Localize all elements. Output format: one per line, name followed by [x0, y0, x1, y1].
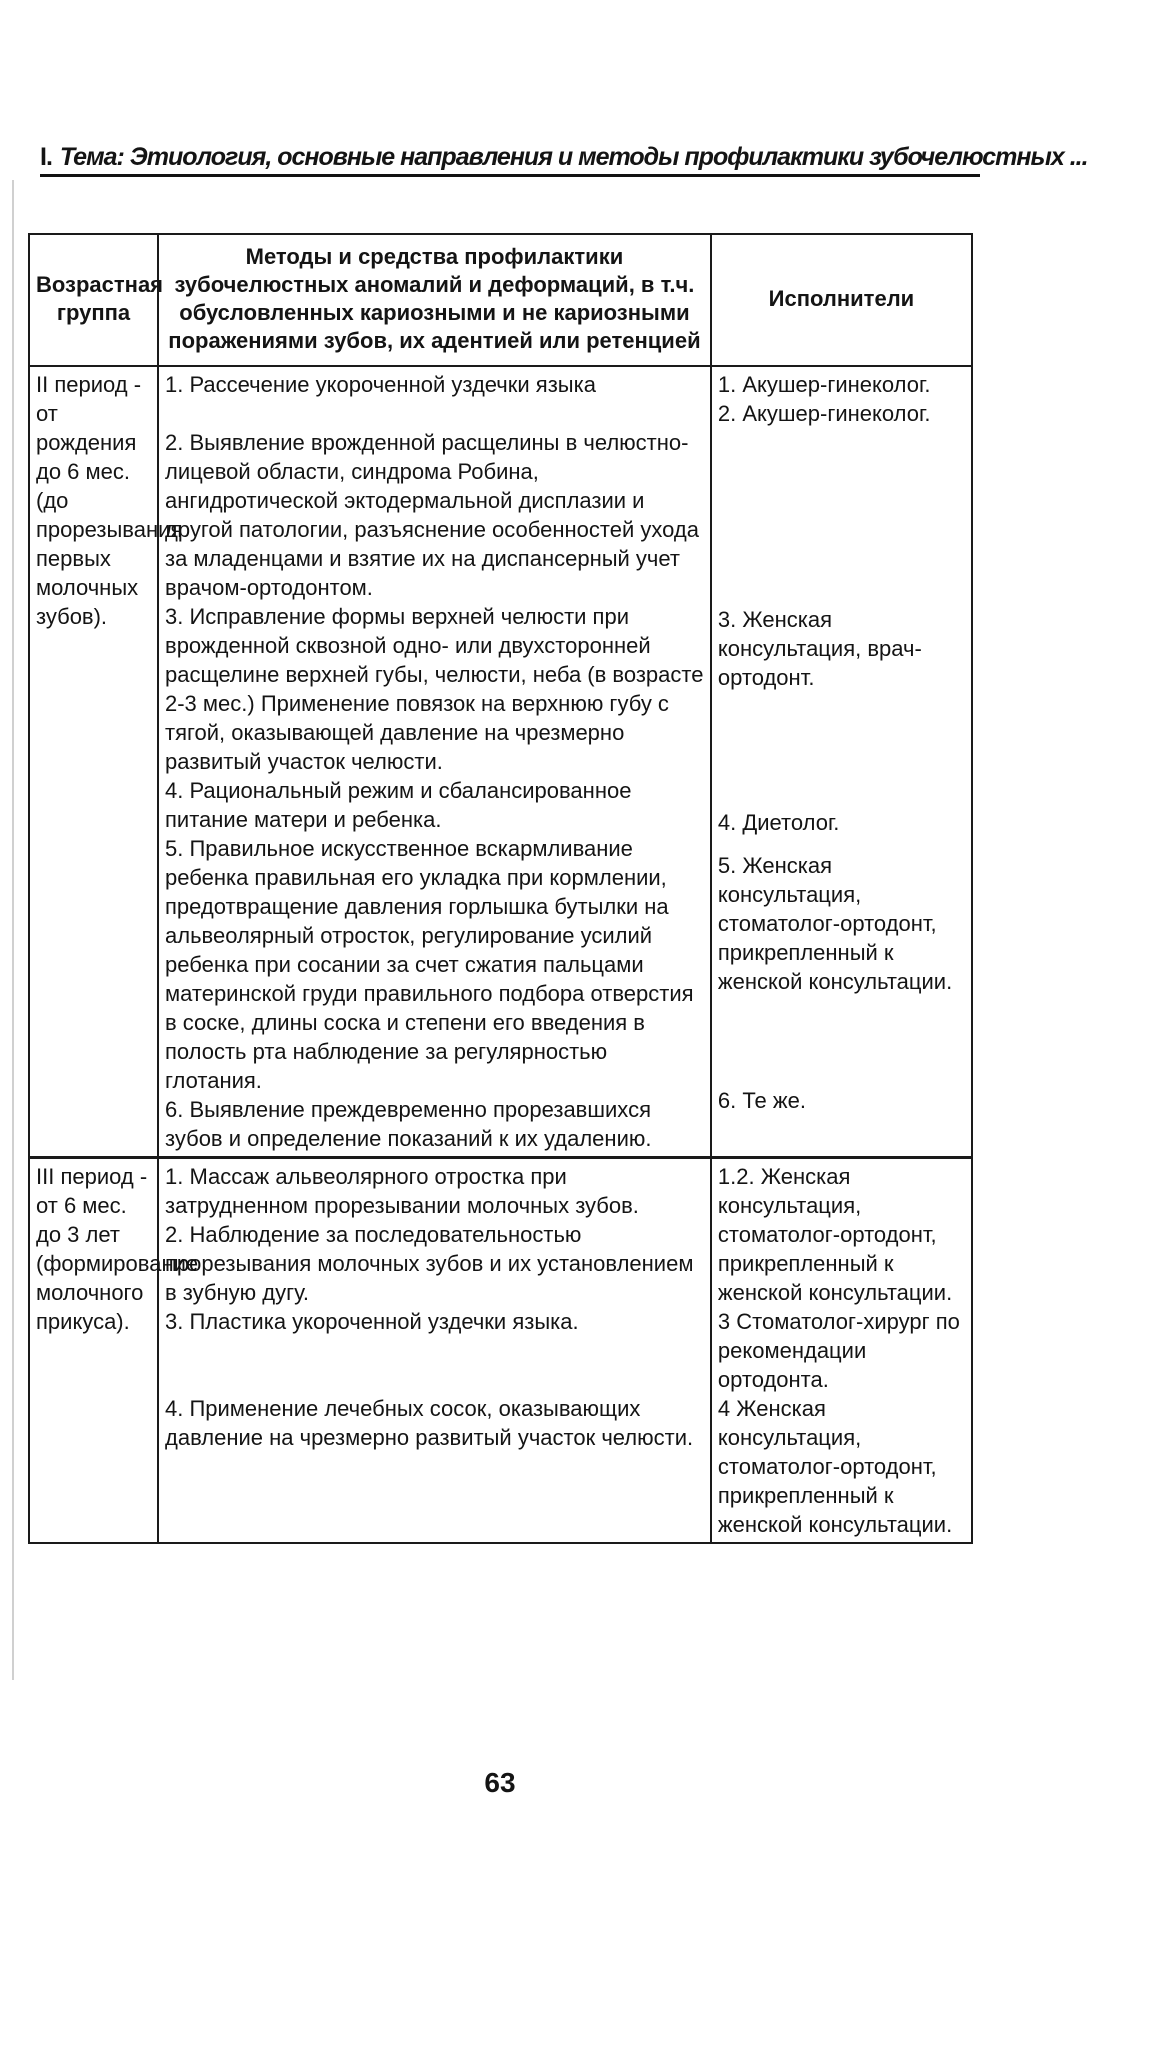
method-item: 2. Наблюдение за последовательностью прорезывания молочных зубов и их установлением в зубную дугу.	[165, 1222, 694, 1305]
method-item: 5. Правильное искусственное вскармливание ребенка правильная его укладка при кормлении, предотвращение давления горлышка бутылки на альвеолярный отросток, регулирование усилий ребенка при сосании за счет сжатия пальцами материнской груди правильного подбора отверстия в соске, длины соска и степени его введения в полость рта наблюдение за регулярностью глотания.	[165, 836, 694, 1093]
executor-item: 3. Женская консультация, врач-ортодонт.	[717, 607, 922, 690]
executor-item: 3 Стоматолог-хирург по рекомендации ортодонта.	[717, 1309, 960, 1392]
method-item: 4. Применение лечебных сосок, оказывающих давление на чрезмерно развитый участок челюсти.	[165, 1396, 694, 1450]
methods-cell	[158, 1158, 711, 1544]
executor-item: 5. Женская консультация, стоматолог-ортодонт, прикрепленный к женской консультации.	[717, 853, 953, 994]
section-mark: I.	[40, 143, 52, 171]
method-item: 2. Выявление врожденной расщелины в челюстно-лицевой области, синдрома Робина, ангидротической эктодермальной дисплазии и другой патологии, разъяснение особенностей ухода за младенцами и взятие их на диспансерный учет врачом-ортодонтом.	[165, 430, 699, 600]
executor-item: 6. Те же.	[717, 1088, 806, 1113]
table-row-period-3	[29, 1158, 972, 1544]
header-methods: Методы и средства профилактики зубочелюстных аномалий и деформаций, в т.ч. обусловленных кариозными и не кариозными поражениями зубов, их адентией или ретенцией	[158, 234, 711, 366]
age-group-cell: II период - от рождения до 6 мес. (до прорезывания первых молочных зубов).	[29, 366, 158, 1158]
page-edge-shadow	[12, 180, 14, 1680]
age-group-cell: III период - от 6 мес. до 3 лет (формирование молочного прикуса).	[29, 1158, 158, 1544]
method-item: 1. Массаж альвеолярного отростка при затрудненном прорезывании молочных зубов.	[165, 1164, 639, 1218]
running-head-text: Тема: Этиология, основные направления и методы профилактики зубочелюстных ...	[59, 143, 1088, 171]
executors-cell	[711, 1158, 972, 1544]
method-item: 3. Исправление формы верхней челюсти при врожденной сквозной одно- или двухсторонней расщелине верхней губы, челюсти, неба (в возрасте 2-3 мес.) Применение повязок на верхнюю губу с тягой, оказывающей давление на чрезмерно развитый участок челюсти.	[165, 604, 704, 774]
method-item: 1. Рассечение укороченной уздечки языка	[165, 372, 596, 397]
page-number: 63	[484, 1767, 516, 1798]
header-age-group: Возрастная группа	[29, 234, 158, 366]
executor-item: 4. Диетолог.	[717, 810, 840, 835]
executor-item: 2. Акушер-гинеколог.	[717, 401, 931, 426]
running-head	[40, 143, 1088, 177]
header-executors: Исполнители	[711, 234, 972, 366]
executor-item: 4 Женская консультация, стоматолог-ортодонт, прикрепленный к женской консультации.	[717, 1396, 953, 1537]
table-header-row	[29, 234, 972, 366]
methods-cell	[158, 366, 711, 1158]
method-item: 6. Выявление преждевременно прорезавшихся зубов и определение показаний к их удалению.	[165, 1097, 652, 1151]
executors-cell	[711, 366, 972, 1158]
executor-item: 1.2. Женская консультация, стоматолог-ортодонт, прикрепленный к женской консультации.	[717, 1164, 953, 1305]
table-row-period-2	[29, 366, 972, 1158]
method-item: 3. Пластика укороченной уздечки языка.	[165, 1309, 579, 1334]
executor-item: 1. Акушер-гинеколог.	[717, 372, 931, 397]
method-item: 4. Рациональный режим и сбалансированное питание матери и ребенка.	[165, 778, 632, 832]
prevention-table	[28, 233, 973, 1544]
